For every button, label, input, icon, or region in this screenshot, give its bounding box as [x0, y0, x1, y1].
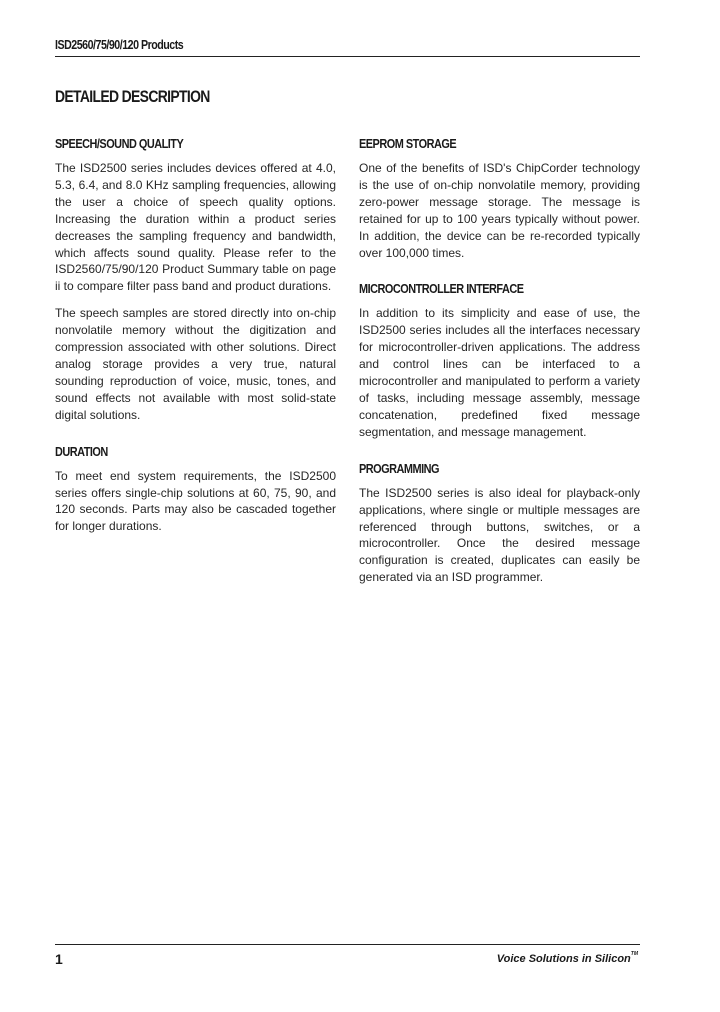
paragraph: To meet end system requirements, the ISD2500 series offers single-chip solutions at 60, 75, 90, and 120 seconds. Parts may also be cascaded together for longer durations.	[55, 468, 336, 534]
tagline-text: Voice Solutions in Silicon	[496, 953, 631, 965]
page-title: DETAILED DESCRIPTION	[55, 87, 210, 106]
paragraph: The speech samples are stored directly into on-chip nonvolatile memory without the digitization and compression associated with other solutions. Direct analog storage provides a very true, natural sounding reproduction of voice, music, tones, and sound effects not available with most solid-state digital solutions.	[55, 306, 336, 422]
left-column	[55, 136, 336, 555]
paragraph: The ISD2500 series includes devices offered at 4.0, 5.3, 6.4, and 8.0 KHz sampling frequencies, allowing the user a choice of speech quality options. Increasing the duration within a product series decreases the sampling frequency and bandwidth, which affects sound quality. Please refer to the ISD2560/75/90/120 Product Summary table on page ii to compare filter pass band and product durations.	[55, 161, 336, 294]
section-heading: SPEECH/SOUND QUALITY	[55, 136, 184, 151]
page-header-title: ISD2560/75/90/120 Products	[55, 37, 184, 52]
section-speech-sound-quality	[55, 136, 336, 424]
section-heading: PROGRAMMING	[359, 460, 439, 476]
trademark-mark: TM	[630, 951, 638, 957]
paragraph: In addition to its simplicity and ease of use, the ISD2500 series includes all the interfaces necessary for microcontroller-driven applications. The address and control lines can be interfaced to a microcontroller and manipulated to perform a variety of tasks, including message assembly, message concatenation, predefined fixed message segmentation, and message management.	[359, 306, 640, 439]
section-heading: DURATION	[55, 443, 108, 459]
right-column	[359, 136, 640, 606]
paragraph: One of the benefits of ISD's ChipCorder technology is the use of on-chip nonvolatile memory, providing zero-power message storage. The message is retained for up to 100 years typically without power. In addition, the device can be re-recorded typically over 100,000 times.	[359, 161, 640, 260]
footer-tagline	[497, 953, 638, 965]
section-eeprom-storage	[359, 136, 640, 261]
section-programming	[359, 461, 640, 586]
paragraph: The ISD2500 series is also ideal for playback-only applications, where single or multiple messages are referenced through buttons, switches, or a microcontroller. Once the desired message configuration is created, duplicates can easily be generated via an ISD programmer.	[359, 485, 640, 585]
page-number: 1	[55, 951, 63, 967]
footer-rule	[55, 944, 640, 945]
section-microcontroller-interface	[359, 281, 640, 440]
section-heading: MICROCONTROLLER INTERFACE	[359, 281, 524, 297]
section-duration	[55, 444, 336, 536]
section-heading: EEPROM STORAGE	[359, 136, 457, 151]
header-rule	[55, 56, 640, 57]
